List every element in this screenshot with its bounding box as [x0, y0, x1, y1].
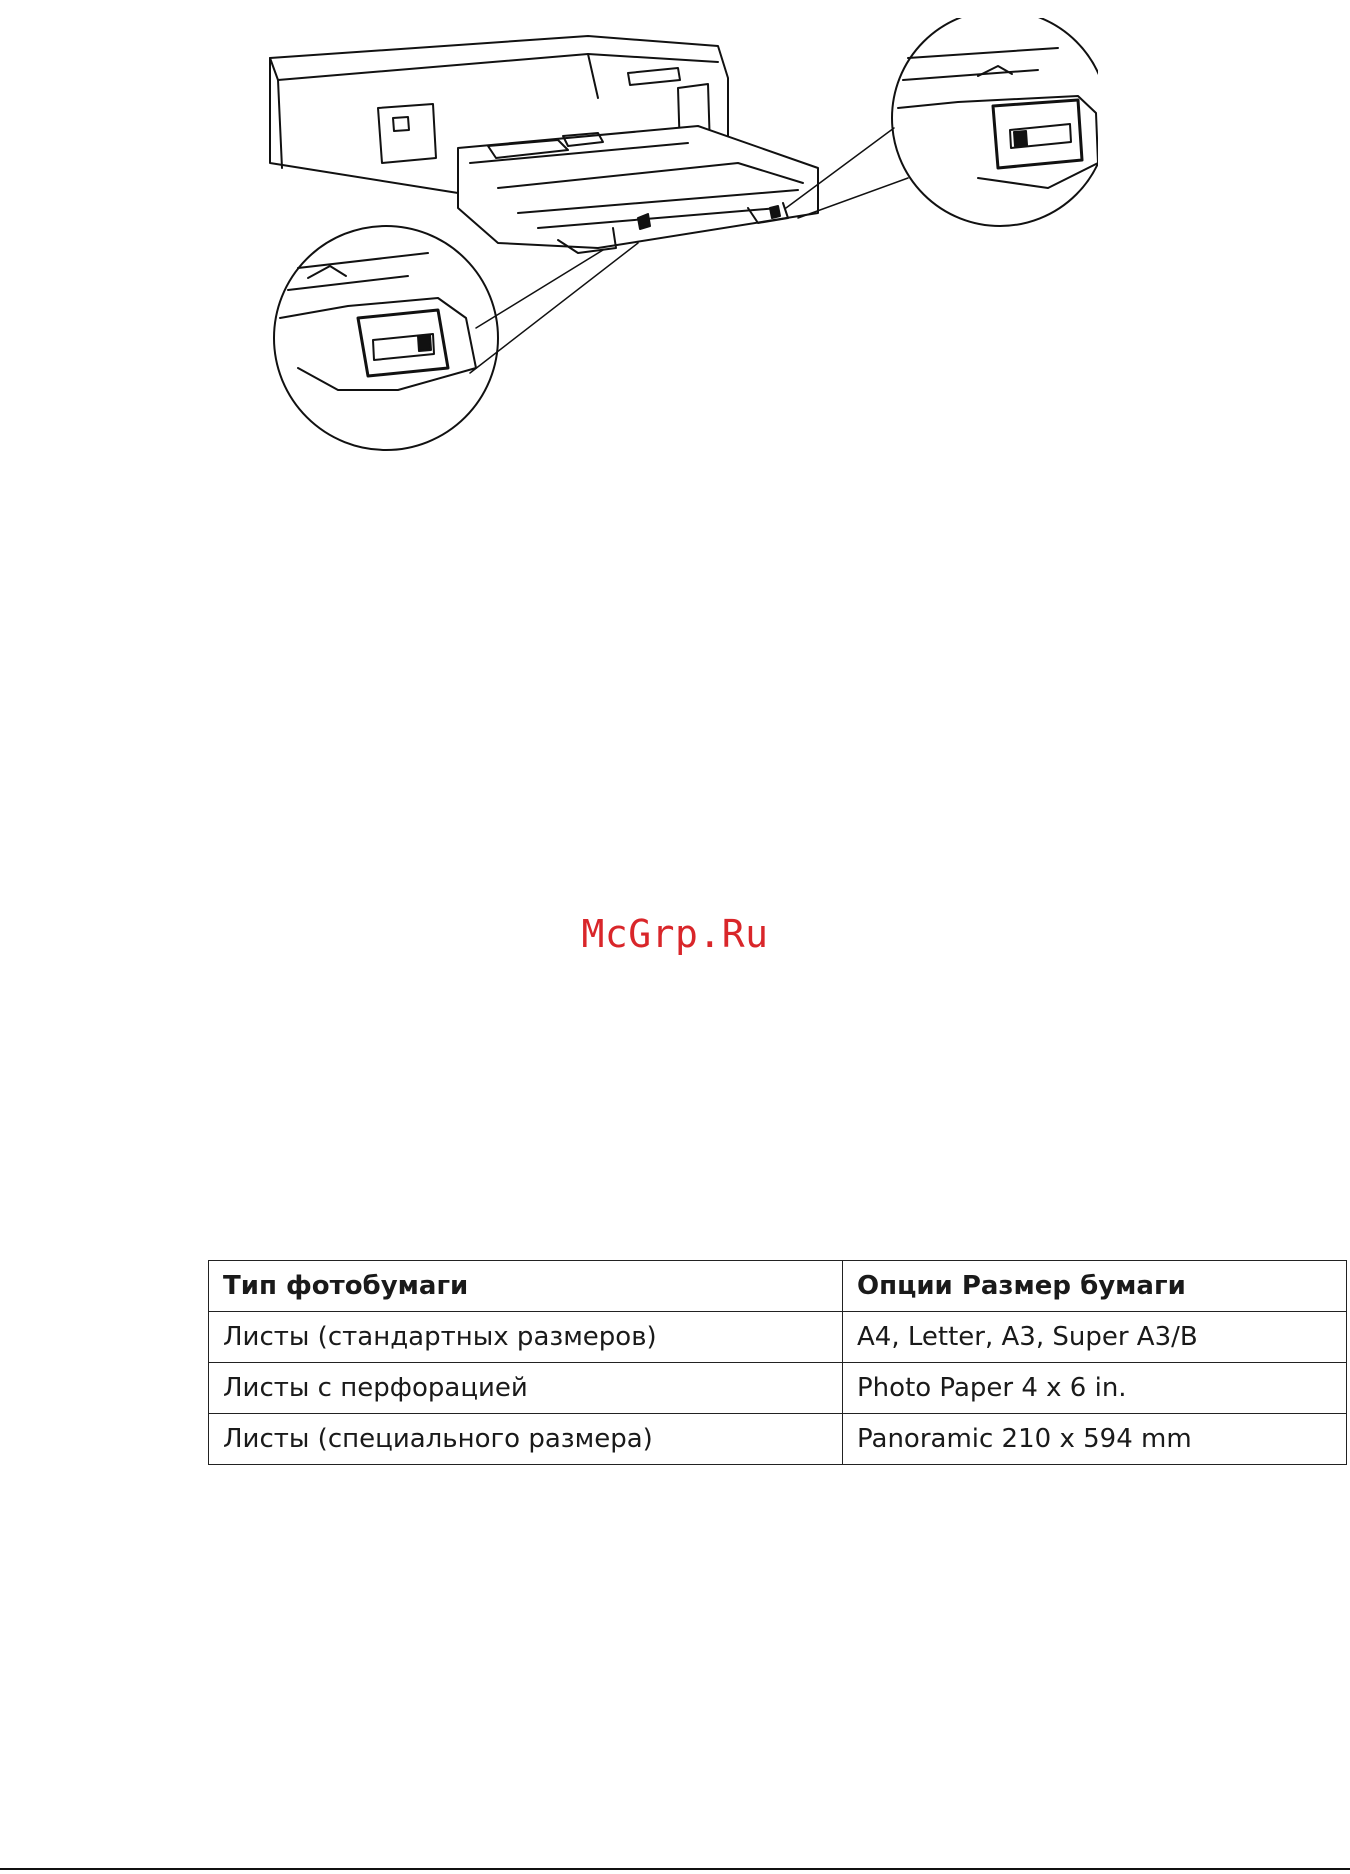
footer-divider — [0, 1868, 1350, 1870]
paper-type-table — [208, 1260, 1347, 1465]
header-paper-size-options: Опции Размер бумаги — [843, 1261, 1347, 1312]
table-cell-paper-type: Листы (стандартных размеров) — [209, 1312, 843, 1363]
right-zoom-circle — [786, 18, 1098, 226]
table-cell-paper-size: A4, Letter, A3, Super A3/B — [843, 1312, 1347, 1363]
table-header-row — [209, 1261, 1347, 1312]
table-row — [209, 1363, 1347, 1414]
table-row — [209, 1414, 1347, 1465]
table-cell-paper-type: Листы (специального размера) — [209, 1414, 843, 1465]
left-zoom-circle — [274, 226, 638, 450]
table-cell-paper-size: Panoramic 210 x 594 mm — [843, 1414, 1347, 1465]
table-cell-paper-size: Photo Paper 4 x 6 in. — [843, 1363, 1347, 1414]
table-row — [209, 1312, 1347, 1363]
header-paper-type: Тип фотобумаги — [209, 1261, 843, 1312]
table-cell-paper-type: Листы с перфорацией — [209, 1363, 843, 1414]
printer-paper-guide-illustration — [258, 18, 1098, 458]
watermark-text: McGrp.Ru — [581, 912, 769, 956]
output-tray — [458, 126, 818, 253]
